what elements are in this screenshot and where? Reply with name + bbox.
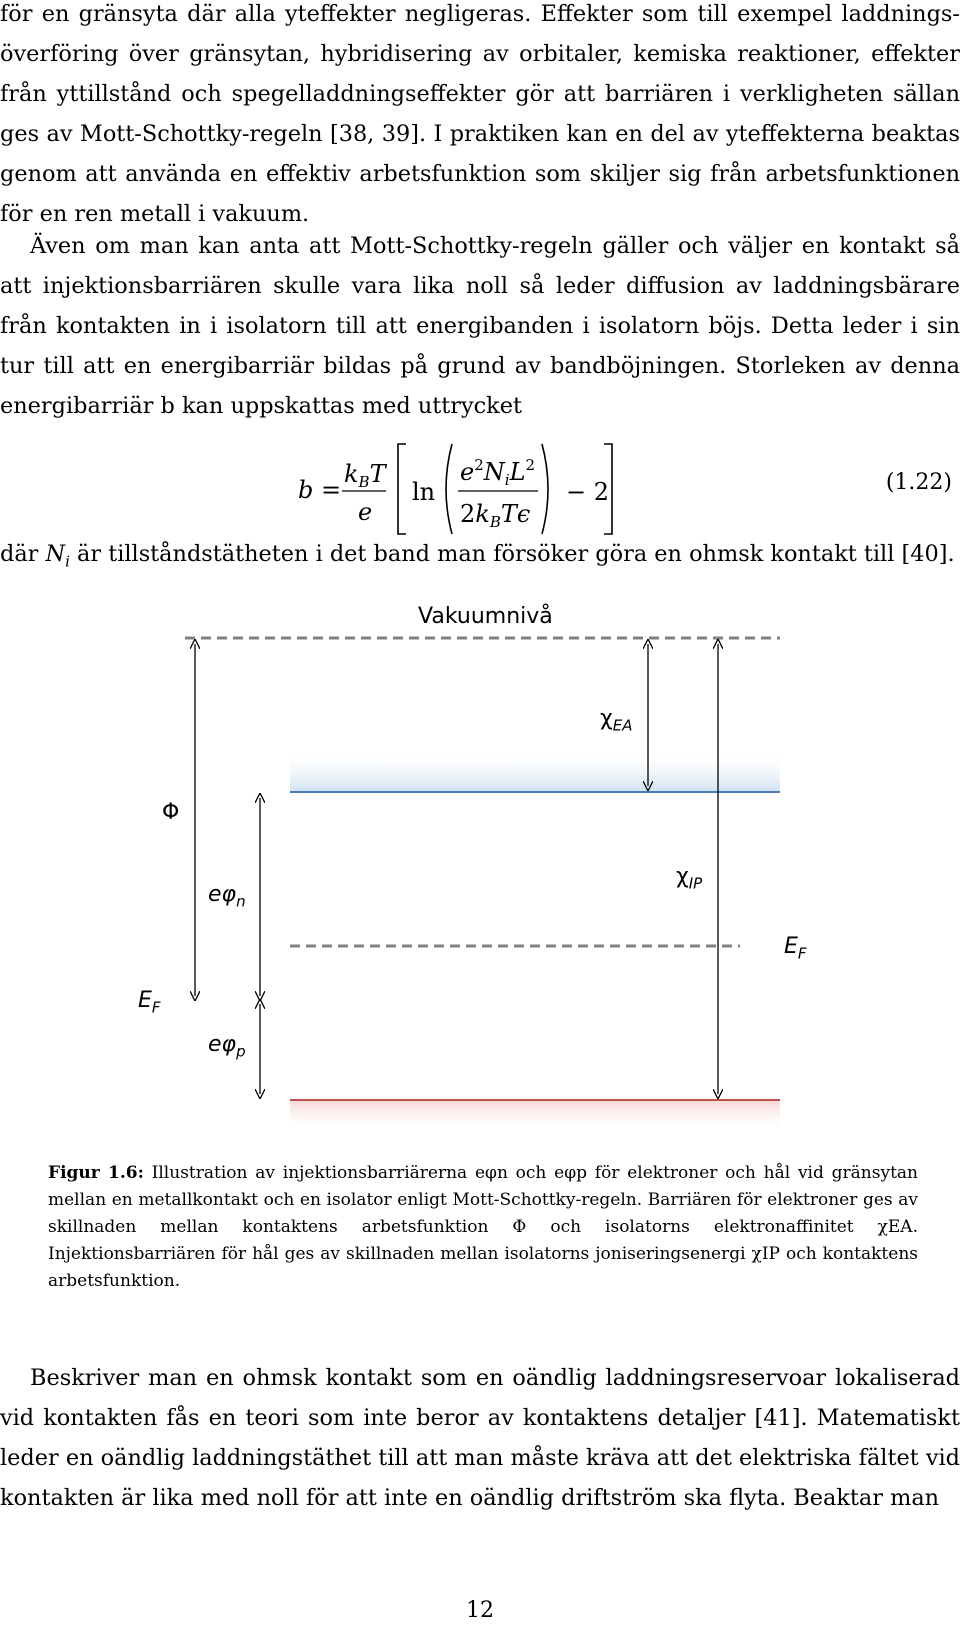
paragraph-4: Beskriver man en ohmsk kontakt som en oändlig laddningsreservoar lokaliserad vid kontakten fås en teori som inte beror av kontaktens detaljer [41]. Matematiskt leder en oändlig laddningstäthet till att man måste kräva att det elektriska fältet vid kontakten är lika med noll för att inte en oändlig driftström ska flyta. Beaktar man bbox=[0, 1365, 960, 1511]
page-number: 12 bbox=[466, 1598, 494, 1623]
eq-ln: ln bbox=[412, 478, 436, 506]
eq-frac2-num: $e^2N_iL^2$ bbox=[460, 456, 536, 489]
equation-number: (1.22) bbox=[885, 470, 952, 495]
ef-right-label: $E_F$ bbox=[784, 934, 807, 963]
e-phi-n-label: $e\varphi_n$ bbox=[208, 882, 246, 911]
valence-band-fill bbox=[290, 1100, 780, 1132]
eq-frac1-num: $k_BT$ bbox=[344, 460, 386, 491]
band-diagram-figure bbox=[0, 600, 960, 1140]
caption-text: Illustration av injektionsbarriärerna eφn och eφp för elektroner och hål vid gränsytan mellan en metallkontakt och en isolator enligt Mott-Schottky-regeln. Barriären för elektroner ges av skillnaden mellan kontaktens arbetsfunktion Φ och isolatorns elektronaffinitet χEA. Injektionsbarriären för hål ges av skillnaden mellan isolatorns joniseringsenergi χIP och kontaktens arbetsfunktion. bbox=[48, 1163, 918, 1291]
paragraph-3: där $N_i$ är tillståndstätheten i det band man försöker göra en ohmsk kontakt till [40]. bbox=[0, 541, 955, 571]
figure-caption bbox=[48, 1160, 918, 1295]
eq-minus: − 2 bbox=[566, 478, 610, 506]
conduction-band-fill bbox=[290, 750, 780, 792]
paragraph-2: Även om man kan anta att Mott-Schottky-regeln gäller och väljer en kontakt så att injektionsbarriären skulle vara lika noll så leder diffusion av laddningsbärare från kontakten in i isolatorn till att energibanden i isolatorn böjs. Detta leder i sin tur till att en energibarriär bildas på grund av bandböjningen. Storleken av denna energibarriär b kan uppskattas med uttrycket bbox=[0, 233, 960, 419]
ef-left-label: $E_F$ bbox=[138, 988, 161, 1017]
caption-label: Figur 1.6: bbox=[48, 1163, 144, 1183]
vacuum-level-label: Vakuumnivå bbox=[418, 604, 553, 629]
equation-1-22 bbox=[0, 430, 960, 540]
eq-frac1-den: e bbox=[358, 498, 373, 526]
eq-frac2-den: $2k_BT\epsilon$ bbox=[460, 500, 531, 531]
phi-label: Φ bbox=[162, 800, 180, 825]
paragraph-1: för en gränsyta där alla yteffekter negligeras. Effekter som till exempel laddnings-överföring över gränsytan, hybridisering av orbitaler, kemiska reaktioner, effekter från yttillstånd och spegelladdningseffekter gör att barriären i verkligheten sällan ges av Mott-Schottky-regeln [38, 39]. I praktiken kan en del av yteffekterna beaktas genom att använda en effektiv arbetsfunktion som skiljer sig från arbetsfunktionen för en ren metall i vakuum. bbox=[0, 1, 960, 227]
equation-graphic bbox=[0, 430, 960, 540]
band-diagram bbox=[0, 600, 960, 1140]
chi-ip-label: $\chi_{IP}$ bbox=[676, 864, 703, 893]
eq-lhs: b = bbox=[298, 476, 342, 504]
e-phi-p-label: $e\varphi_p$ bbox=[208, 1032, 246, 1061]
chi-ea-label: $\chi_{EA}$ bbox=[600, 706, 633, 735]
